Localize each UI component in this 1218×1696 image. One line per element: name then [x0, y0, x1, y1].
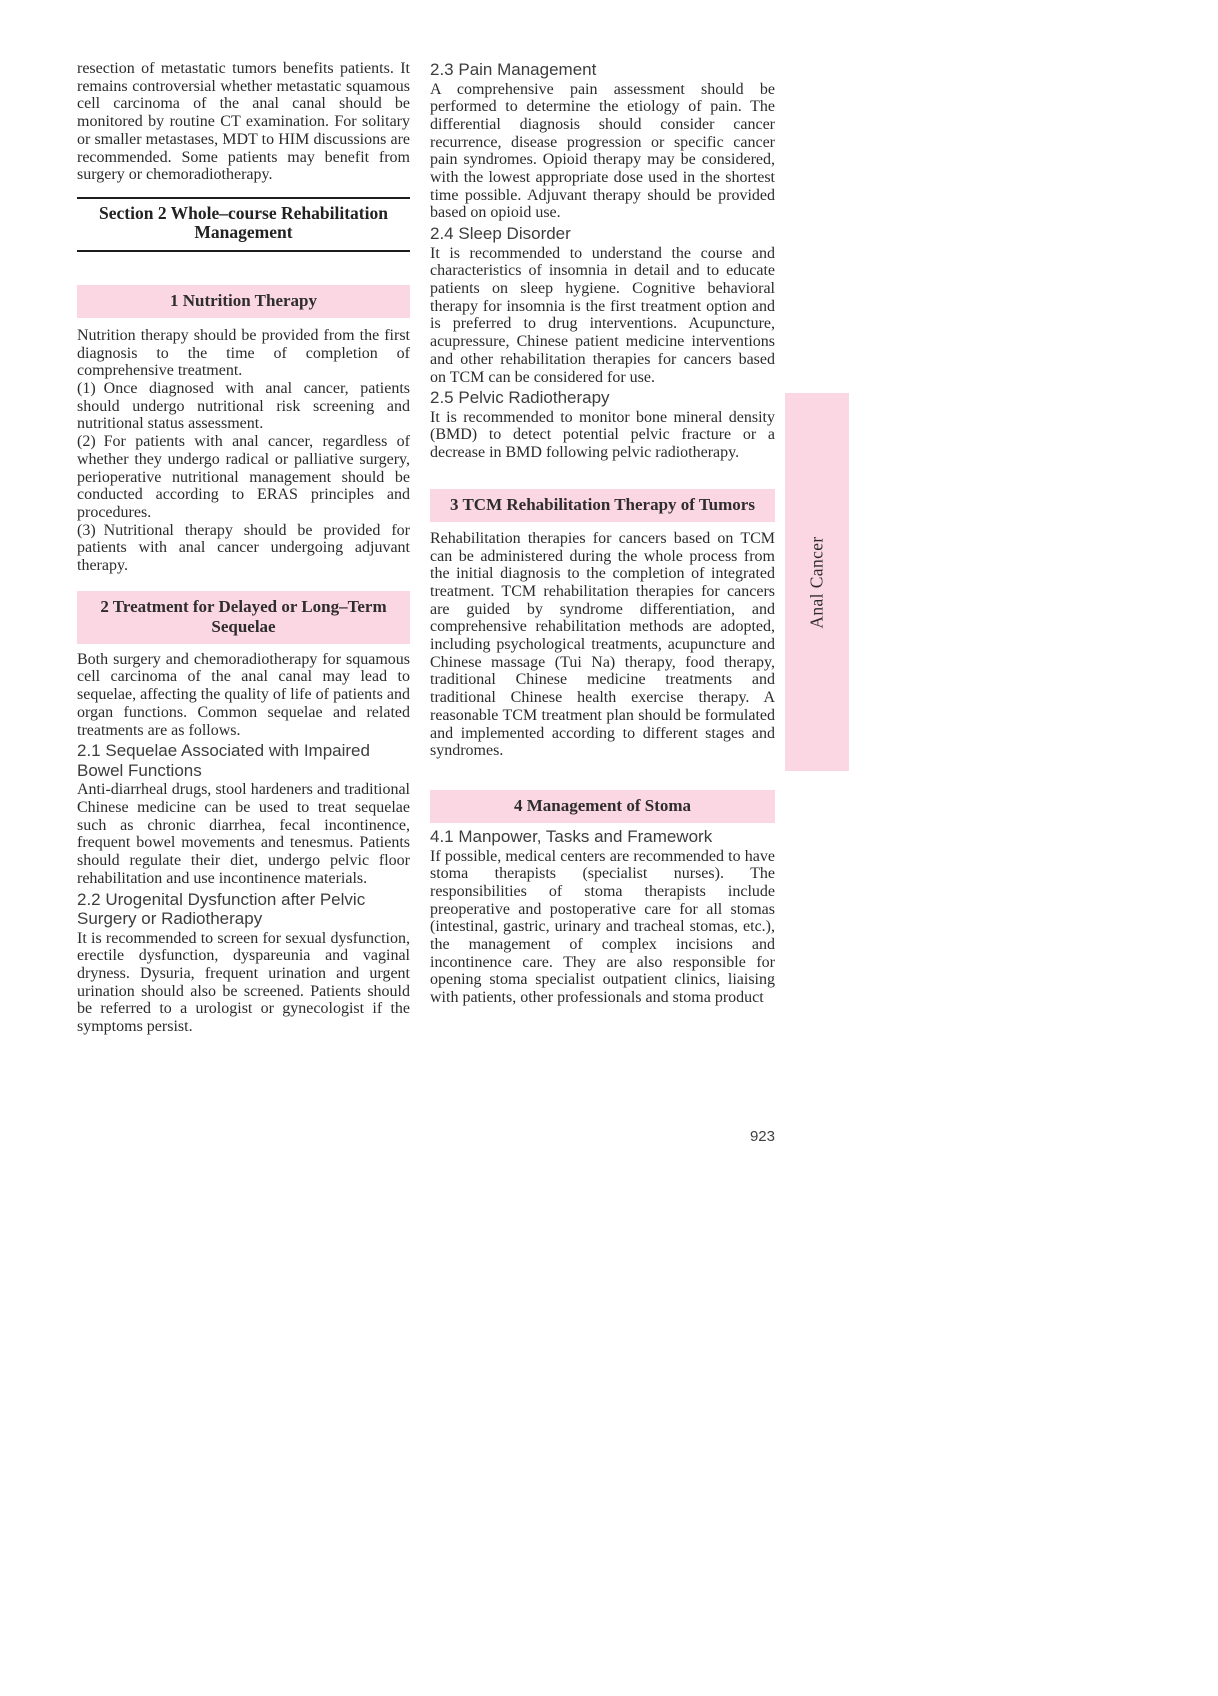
banner-nutrition-therapy: 1 Nutrition Therapy	[77, 285, 410, 318]
side-tab-anal-cancer	[785, 393, 849, 771]
paragraph-2-4: It is recommended to understand the course and characteristics of insomnia in detail and to educate patients on sleep hygiene. Cognitive behavioral therapy for insomnia is the first treatment option and is preferred to drug interventions. Acupuncture, acupressure, Chinese patient medicine interventions and other rehabilitation therapies for cancers based on TCM can be considered for use.	[430, 244, 775, 386]
paragraph-4-1: If possible, medical centers are recommended to have stoma therapists (specialist nurses). The responsibilities of stoma therapists include preoperative and postoperative care for all stomas (intestinal, gastric, urinary and tracheal stomas, etc.), the management of complex incisions and incontinence care. They are also responsible for opening stoma specialist outpatient clinics, liaising with patients, other professionals and stoma product	[430, 847, 775, 1007]
paragraph-2-3: A comprehensive pain assessment should be performed to determine the etiology of pain. The differential diagnosis should consider cancer recurrence, disease progression or specific cancer pain syndromes. Opioid therapy may be considered, with the lowest appropriate dose used in the shortest time possible. Adjuvant therapy should be provided based on opioid use.	[430, 80, 775, 222]
side-tab-label: Anal Cancer	[806, 535, 827, 629]
nutrition-item-2: (2) For patients with anal cancer, regardless of whether they undergo radical or palliative surgery, perioperative nutritional management should be conducted according to ERAS principles and procedures.	[77, 433, 410, 521]
left-column	[77, 60, 410, 1036]
right-column	[430, 60, 775, 1007]
nutrition-intro-paragraph: Nutrition therapy should be provided from the first diagnosis to the time of completion of comprehensive treatment.	[77, 326, 410, 380]
sequelae-intro-paragraph: Both surgery and chemoradiotherapy for squamous cell carcinoma of the anal canal may lead to sequelae, affecting the quality of life of patients and organ functions. Common sequelae and related treatments are as follows.	[77, 650, 410, 739]
page-number: 923	[749, 1128, 775, 1145]
section-2-heading: Section 2 Whole–course Rehabilitation Management	[99, 202, 388, 243]
nutrition-item-1: (1) Once diagnosed with anal cancer, patients should undergo nutritional risk screening and nutritional status assessment.	[77, 380, 410, 433]
banner-management-of-stoma: 4 Management of Stoma	[430, 790, 775, 823]
banner-delayed-sequelae: 2 Treatment for Delayed or Long–Term Sequelae	[77, 591, 410, 644]
paragraph-2-2: It is recommended to screen for sexual dysfunction, erectile dysfunction, dyspareunia and vaginal dryness. Dysuria, frequent urination and urgent urination should also be screened. Patients should be referred to a urologist or gynecologist if the symptoms persist.	[77, 929, 410, 1036]
banner-tcm-rehabilitation: 3 TCM Rehabilitation Therapy of Tumors	[430, 489, 775, 522]
heading-2-1: 2.1 Sequelae Associated with Impaired Bowel Functions	[77, 741, 370, 780]
heading-2-5: 2.5 Pelvic Radiotherapy	[430, 388, 610, 408]
paragraph-3: Rehabilitation therapies for cancers based on TCM can be administered during the whole process from the initial diagnosis to the completion of integrated treatment. TCM rehabilitation therapies for cancers are guided by syndrome differentiation, and comprehensive rehabilitation methods are adopted, including psychological treatments, acupuncture and Chinese massage (Tui Na) therapy, food therapy, traditional Chinese medicine treatments and traditional Chinese health exercise therapy. A reasonable TCM treatment plan should be formulated and implemented according to different stages and syndromes.	[430, 529, 775, 760]
nutrition-item-3: (3) Nutritional therapy should be provided for patients with anal cancer undergoing adjuvant therapy.	[77, 521, 410, 575]
paragraph-2-1: Anti-diarrheal drugs, stool hardeners and traditional Chinese medicine can be used to treat sequelae such as chronic diarrhea, fecal incontinence, frequent bowel movements and tenesmus. Patients should regulate their diet, undergo pelvic floor rehabilitation and use incontinence materials.	[77, 781, 410, 887]
paragraph-2-5: It is recommended to monitor bone mineral density (BMD) to detect potential pelvic fracture or a decrease in BMD following pelvic radiotherapy.	[430, 408, 775, 462]
intro-paragraph: resection of metastatic tumors benefits patients. It remains controversial whether metastatic squamous cell carcinoma of the anal canal should be monitored by routine CT examination. For solitary or smaller metastases, MDT to HIM discussions are recommended. Some patients may benefit from surgery or chemoradiotherapy.	[77, 60, 410, 184]
heading-2-3: 2.3 Pain Management	[430, 60, 597, 79]
section-2-heading-block	[77, 197, 410, 252]
heading-2-4: 2.4 Sleep Disorder	[430, 224, 571, 244]
heading-2-2: 2.2 Urogenital Dysfunction after Pelvic Surgery or Radiotherapy	[77, 889, 366, 928]
heading-4-1: 4.1 Manpower, Tasks and Framework	[430, 827, 713, 846]
